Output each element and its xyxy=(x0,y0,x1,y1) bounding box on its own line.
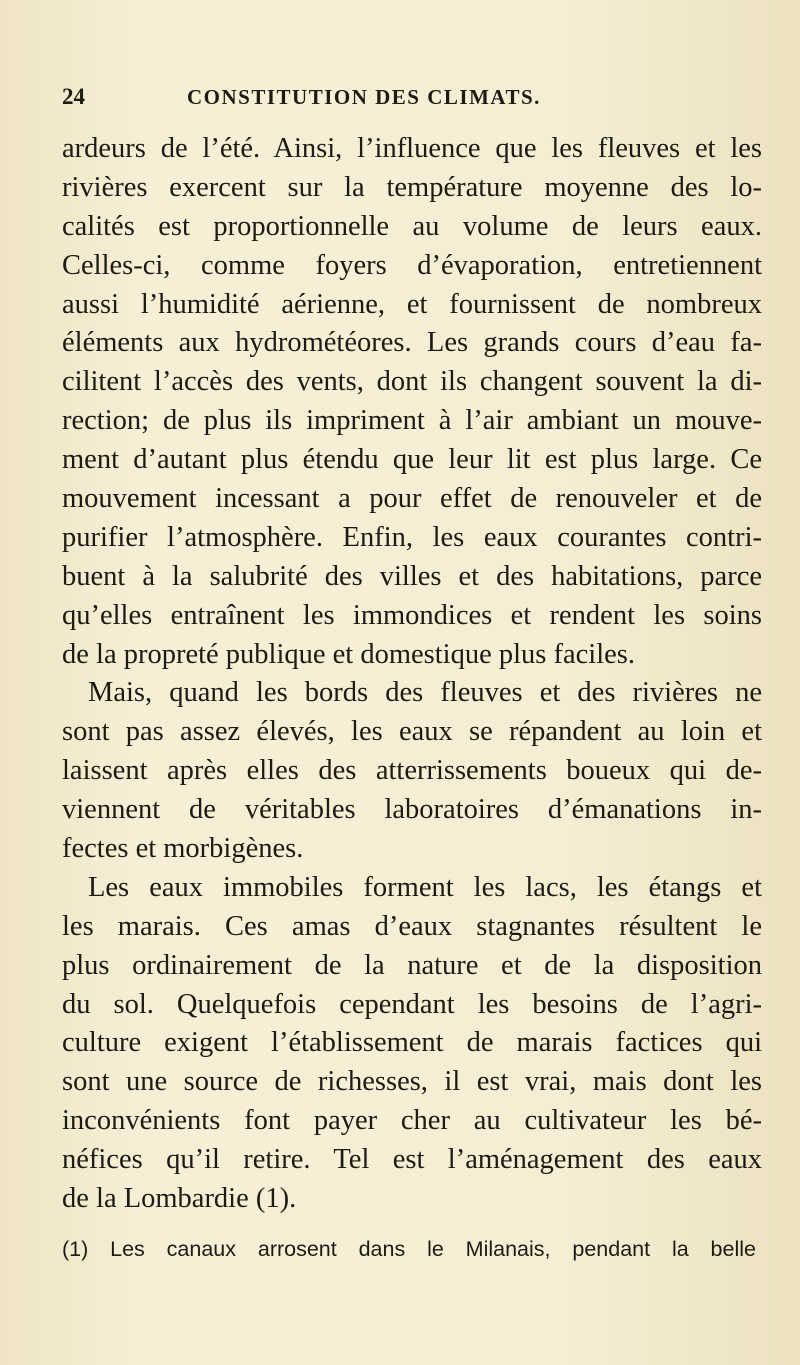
paragraph xyxy=(62,674,762,868)
running-title: CONSTITUTION DES CLIMATS. xyxy=(187,85,541,109)
text-line: aussi l’humidité aérienne, et fournissent de nombreux xyxy=(62,288,762,320)
text-line: sont pas assez élevés, les eaux se répandent au loin et xyxy=(62,716,762,748)
text-line: calités est proportionnelle au volume de leurs eaux. xyxy=(62,210,762,242)
text-line: rivières exercent sur la température moyenne des lo- xyxy=(62,171,762,203)
text-line: viennent de véritables laboratoires d’émanations in- xyxy=(62,794,762,826)
text-line: mouvement incessant a pour effet de renouveler et de xyxy=(62,483,762,515)
book-page xyxy=(62,84,762,1262)
text-line: fectes et morbigènes. xyxy=(62,833,304,865)
text-line: Les eaux immobiles forment les lacs, les étangs et xyxy=(88,871,762,903)
text-line: Mais, quand les bords des fleuves et des rivières ne xyxy=(88,677,762,709)
text-line: culture exigent l’établissement de marais factices qui xyxy=(62,1027,762,1059)
text-line: ment d’autant plus étendu que leur lit est plus large. Ce xyxy=(62,444,762,476)
text-line: plus ordinairement de la nature et de la disposition xyxy=(62,949,762,981)
text-line: du sol. Quelquefois cependant les besoins de l’agri- xyxy=(62,988,762,1020)
text-line: de la propreté publique et domestique plus faciles. xyxy=(62,638,635,670)
text-line: ardeurs de l’été. Ainsi, l’influence que les fleuves et les xyxy=(62,133,762,164)
text-line: de la Lombardie (1). xyxy=(62,1183,297,1215)
text-line: purifier l’atmosphère. Enfin, les eaux courantes contri- xyxy=(62,521,762,553)
text-line: rection; de plus ils impriment à l’air ambiant un mouve- xyxy=(62,405,762,437)
text-line: Celles-ci, comme foyers d’évaporation, entretiennent xyxy=(62,249,762,281)
paragraph xyxy=(62,130,762,674)
running-head xyxy=(62,84,762,128)
paragraph xyxy=(62,869,762,1219)
text-line: sont une source de richesses, il est vrai, mais dont les xyxy=(62,1066,762,1098)
text-line: qu’elles entraînent les immondices et rendent les soins xyxy=(62,599,762,631)
text-line: cilitent l’accès des vents, dont ils changent souvent la di- xyxy=(62,366,762,398)
text-line: les marais. Ces amas d’eaux stagnantes résultent le xyxy=(62,910,762,942)
text-line: buent à la salubrité des villes et des habitations, parce xyxy=(62,560,762,592)
body-text xyxy=(62,130,762,1219)
footnote: (1) Les canaux arrosent dans le Milanais, pendant la belle xyxy=(62,1236,756,1261)
text-line: éléments aux hydrométéores. Les grands cours d’eau fa- xyxy=(62,327,762,359)
text-line: néfices qu’il retire. Tel est l’aménagement des eaux xyxy=(62,1144,762,1176)
text-line: laissent après elles des atterrissements boueux qui de- xyxy=(62,755,762,787)
text-line: inconvénients font payer cher au cultivateur les bé- xyxy=(62,1105,762,1137)
page-number: 24 xyxy=(62,84,85,109)
